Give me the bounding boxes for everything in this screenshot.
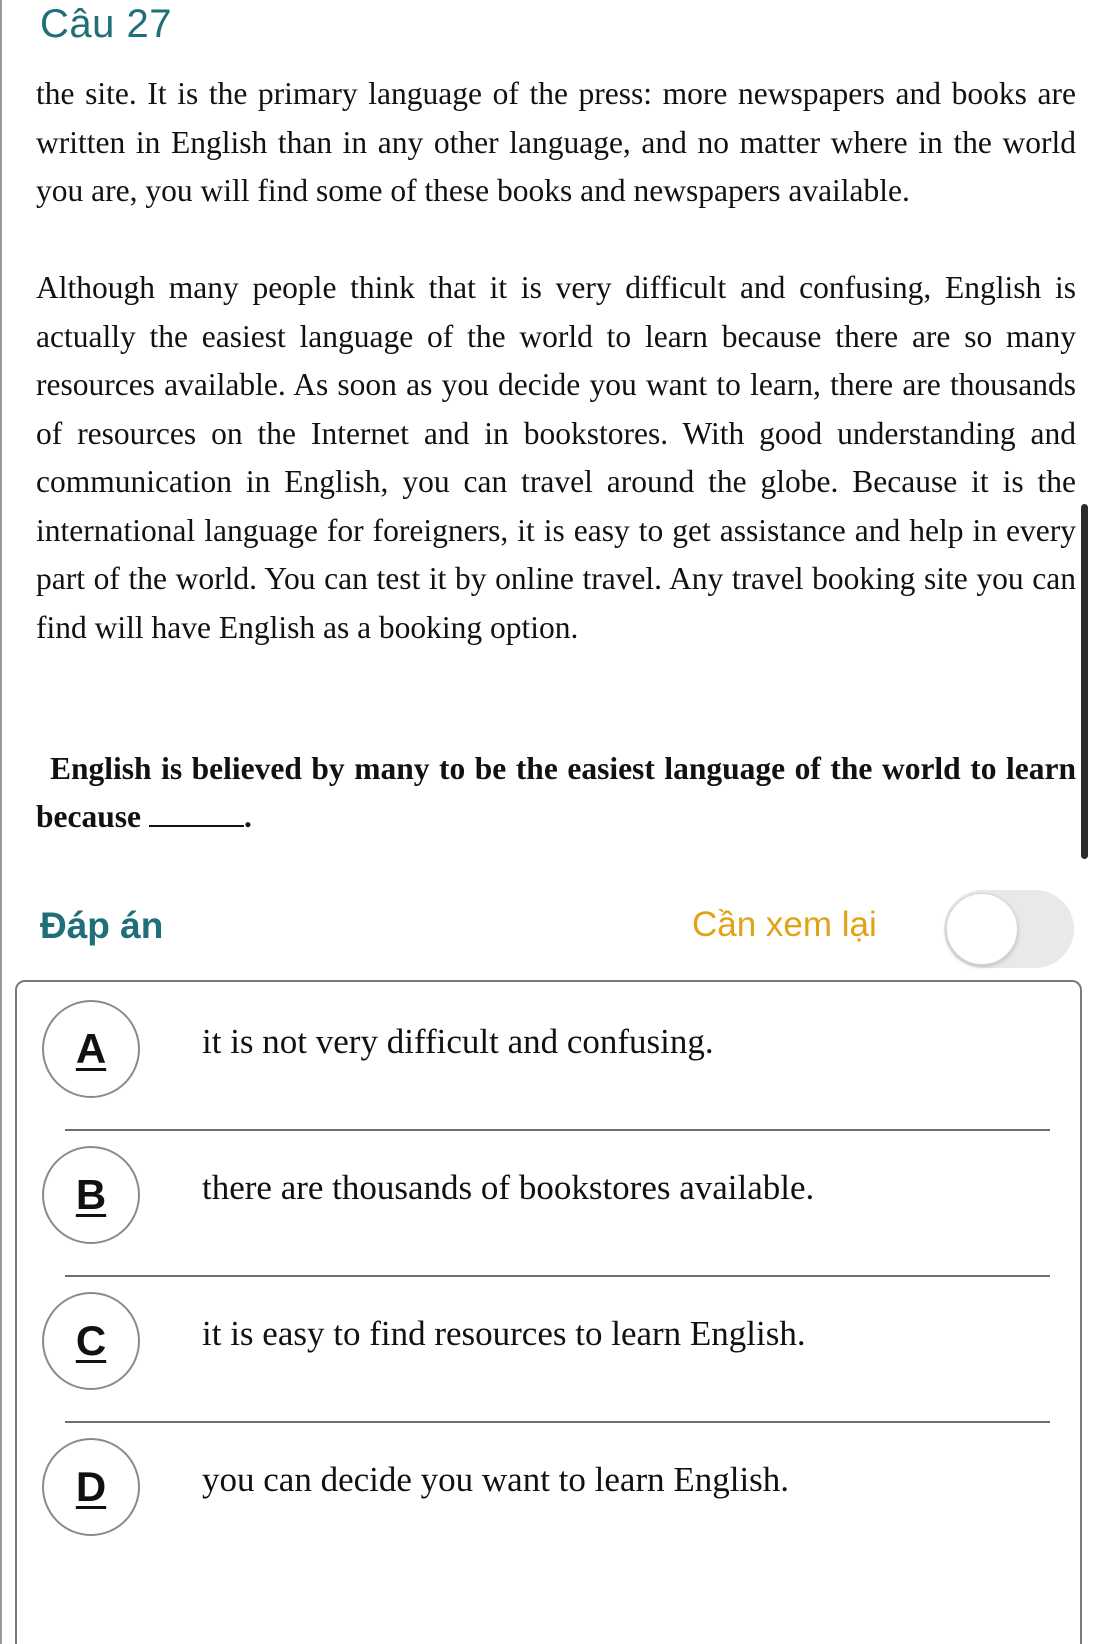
option-a-circle[interactable] <box>42 1000 140 1098</box>
passage-paragraph-2: Although many people think that it is very difficult and confusing, English is actually the easiest language of the world to learn because there are so many resources available. As soon as you decide you want to learn, there are thousands of resources on the Internet and in bookstores. With good understanding and communication in English, you can travel around the globe. Because it is the international language for foreigners, it is easy to get assistance and help in every part of the world. You can test it by online travel. Any travel booking site you can find will have English as a booking option. <box>36 270 1076 645</box>
option-a[interactable] <box>17 992 1080 1142</box>
option-a-letter: A <box>75 1025 107 1072</box>
toggle-knob <box>946 893 1018 965</box>
option-b-letter: B <box>75 1171 107 1218</box>
review-toggle[interactable] <box>944 890 1074 968</box>
option-divider <box>65 1275 1050 1277</box>
option-d-circle[interactable] <box>42 1438 140 1536</box>
question-end: . <box>244 799 252 834</box>
option-b-text[interactable]: there are thousands of bookstores available. <box>202 1168 815 1207</box>
option-divider <box>65 1421 1050 1423</box>
question-text: English is believed by many to be the easiest language of the world to learn because <box>36 751 1076 834</box>
answer-heading: Đáp án <box>40 905 164 946</box>
option-d-letter: D <box>75 1463 107 1510</box>
option-b-circle[interactable] <box>42 1146 140 1244</box>
scrollbar-thumb[interactable] <box>1081 504 1088 859</box>
option-d[interactable] <box>17 1430 1080 1580</box>
option-c-circle[interactable] <box>42 1292 140 1390</box>
option-d-text[interactable]: you can decide you want to learn English. <box>202 1460 790 1499</box>
question-stem <box>36 745 1076 841</box>
option-c-text[interactable]: it is easy to find resources to learn English. <box>202 1314 806 1353</box>
option-c-letter: C <box>75 1317 107 1364</box>
answer-blank <box>149 805 244 827</box>
question-title: Câu 27 <box>40 2 172 46</box>
review-label: Cần xem lại <box>692 905 877 944</box>
option-divider <box>65 1129 1050 1131</box>
option-b[interactable] <box>17 1138 1080 1288</box>
options-card <box>15 980 1082 1644</box>
reading-passage <box>36 70 1076 652</box>
left-border <box>0 0 2 1644</box>
option-c[interactable] <box>17 1284 1080 1434</box>
option-a-text[interactable]: it is not very difficult and confusing. <box>202 1022 714 1061</box>
passage-paragraph-1: the site. It is the primary language of the press: more newspapers and books are written in English than in any other language, and no matter where in the world you are, you will find some of these books and newspapers available. <box>36 76 1076 208</box>
